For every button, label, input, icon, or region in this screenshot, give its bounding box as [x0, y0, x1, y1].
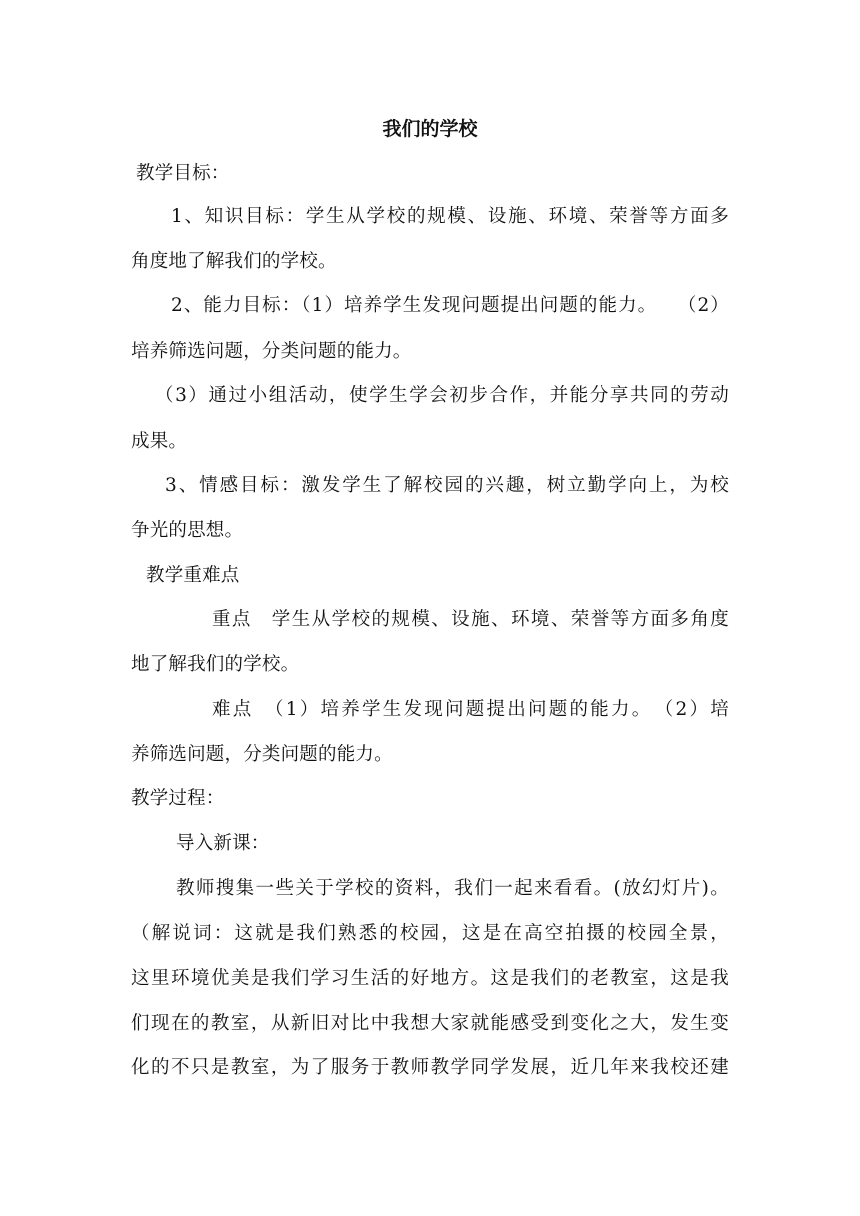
paragraph-line: 教师搜集一些关于学校的资料，我们一起来看看。(放幻灯片)。	[176, 878, 729, 899]
heading-teaching-process: 教学过程：	[131, 788, 225, 809]
paragraph-line: 培养筛选问题，分类问题的能力。	[131, 341, 412, 362]
paragraph-line: 1、知识目标：学生从学校的规模、设施、环境、荣誉等方面多	[171, 206, 729, 227]
paragraph-line: 角度地了解我们的学校。	[131, 251, 337, 272]
paragraph-line: 3、情感目标：激发学生了解校园的兴趣，树立勤学向上，为校	[165, 475, 729, 496]
paragraph-line: 重点 学生从学校的规模、设施、环境、荣誉等方面多角度	[212, 609, 729, 630]
paragraph-line: （解说词：这就是我们熟悉的校园，这是在高空拍摄的校园全景，	[131, 923, 729, 944]
paragraph-line: 成果。	[131, 431, 188, 452]
heading-introduction: 导入新课：	[176, 833, 270, 854]
paragraph-line: 养筛选问题，分类问题的能力。	[131, 744, 393, 765]
document-title: 我们的学校	[382, 118, 478, 140]
paragraph-line: 这里环境优美是我们学习生活的好地方。这是我们的老教室，这是我	[131, 968, 729, 989]
paragraph-line: 地了解我们的学校。	[131, 654, 300, 675]
paragraph-line: 2、能力目标：（1）培养学生发现问题提出问题的能力。 （2）	[171, 295, 729, 316]
heading-teaching-goals: 教学目标：	[136, 163, 230, 184]
paragraph-line: 们现在的教室，从新旧对比中我想大家就能感受到变化之大，发生变	[131, 1013, 729, 1034]
paragraph-line: 争光的思想。	[131, 520, 244, 541]
paragraph-line: 难点 （1）培养学生发现问题提出问题的能力。 （2）培	[212, 699, 729, 720]
paragraph-line: 化的不只是教室，为了服务于教师教学同学发展，近几年来我校还建	[131, 1057, 729, 1078]
heading-key-points: 教学重难点	[146, 565, 240, 586]
paragraph-line: （3）通过小组活动，使学生学会初步合作，并能分享共同的劳动	[155, 385, 729, 406]
